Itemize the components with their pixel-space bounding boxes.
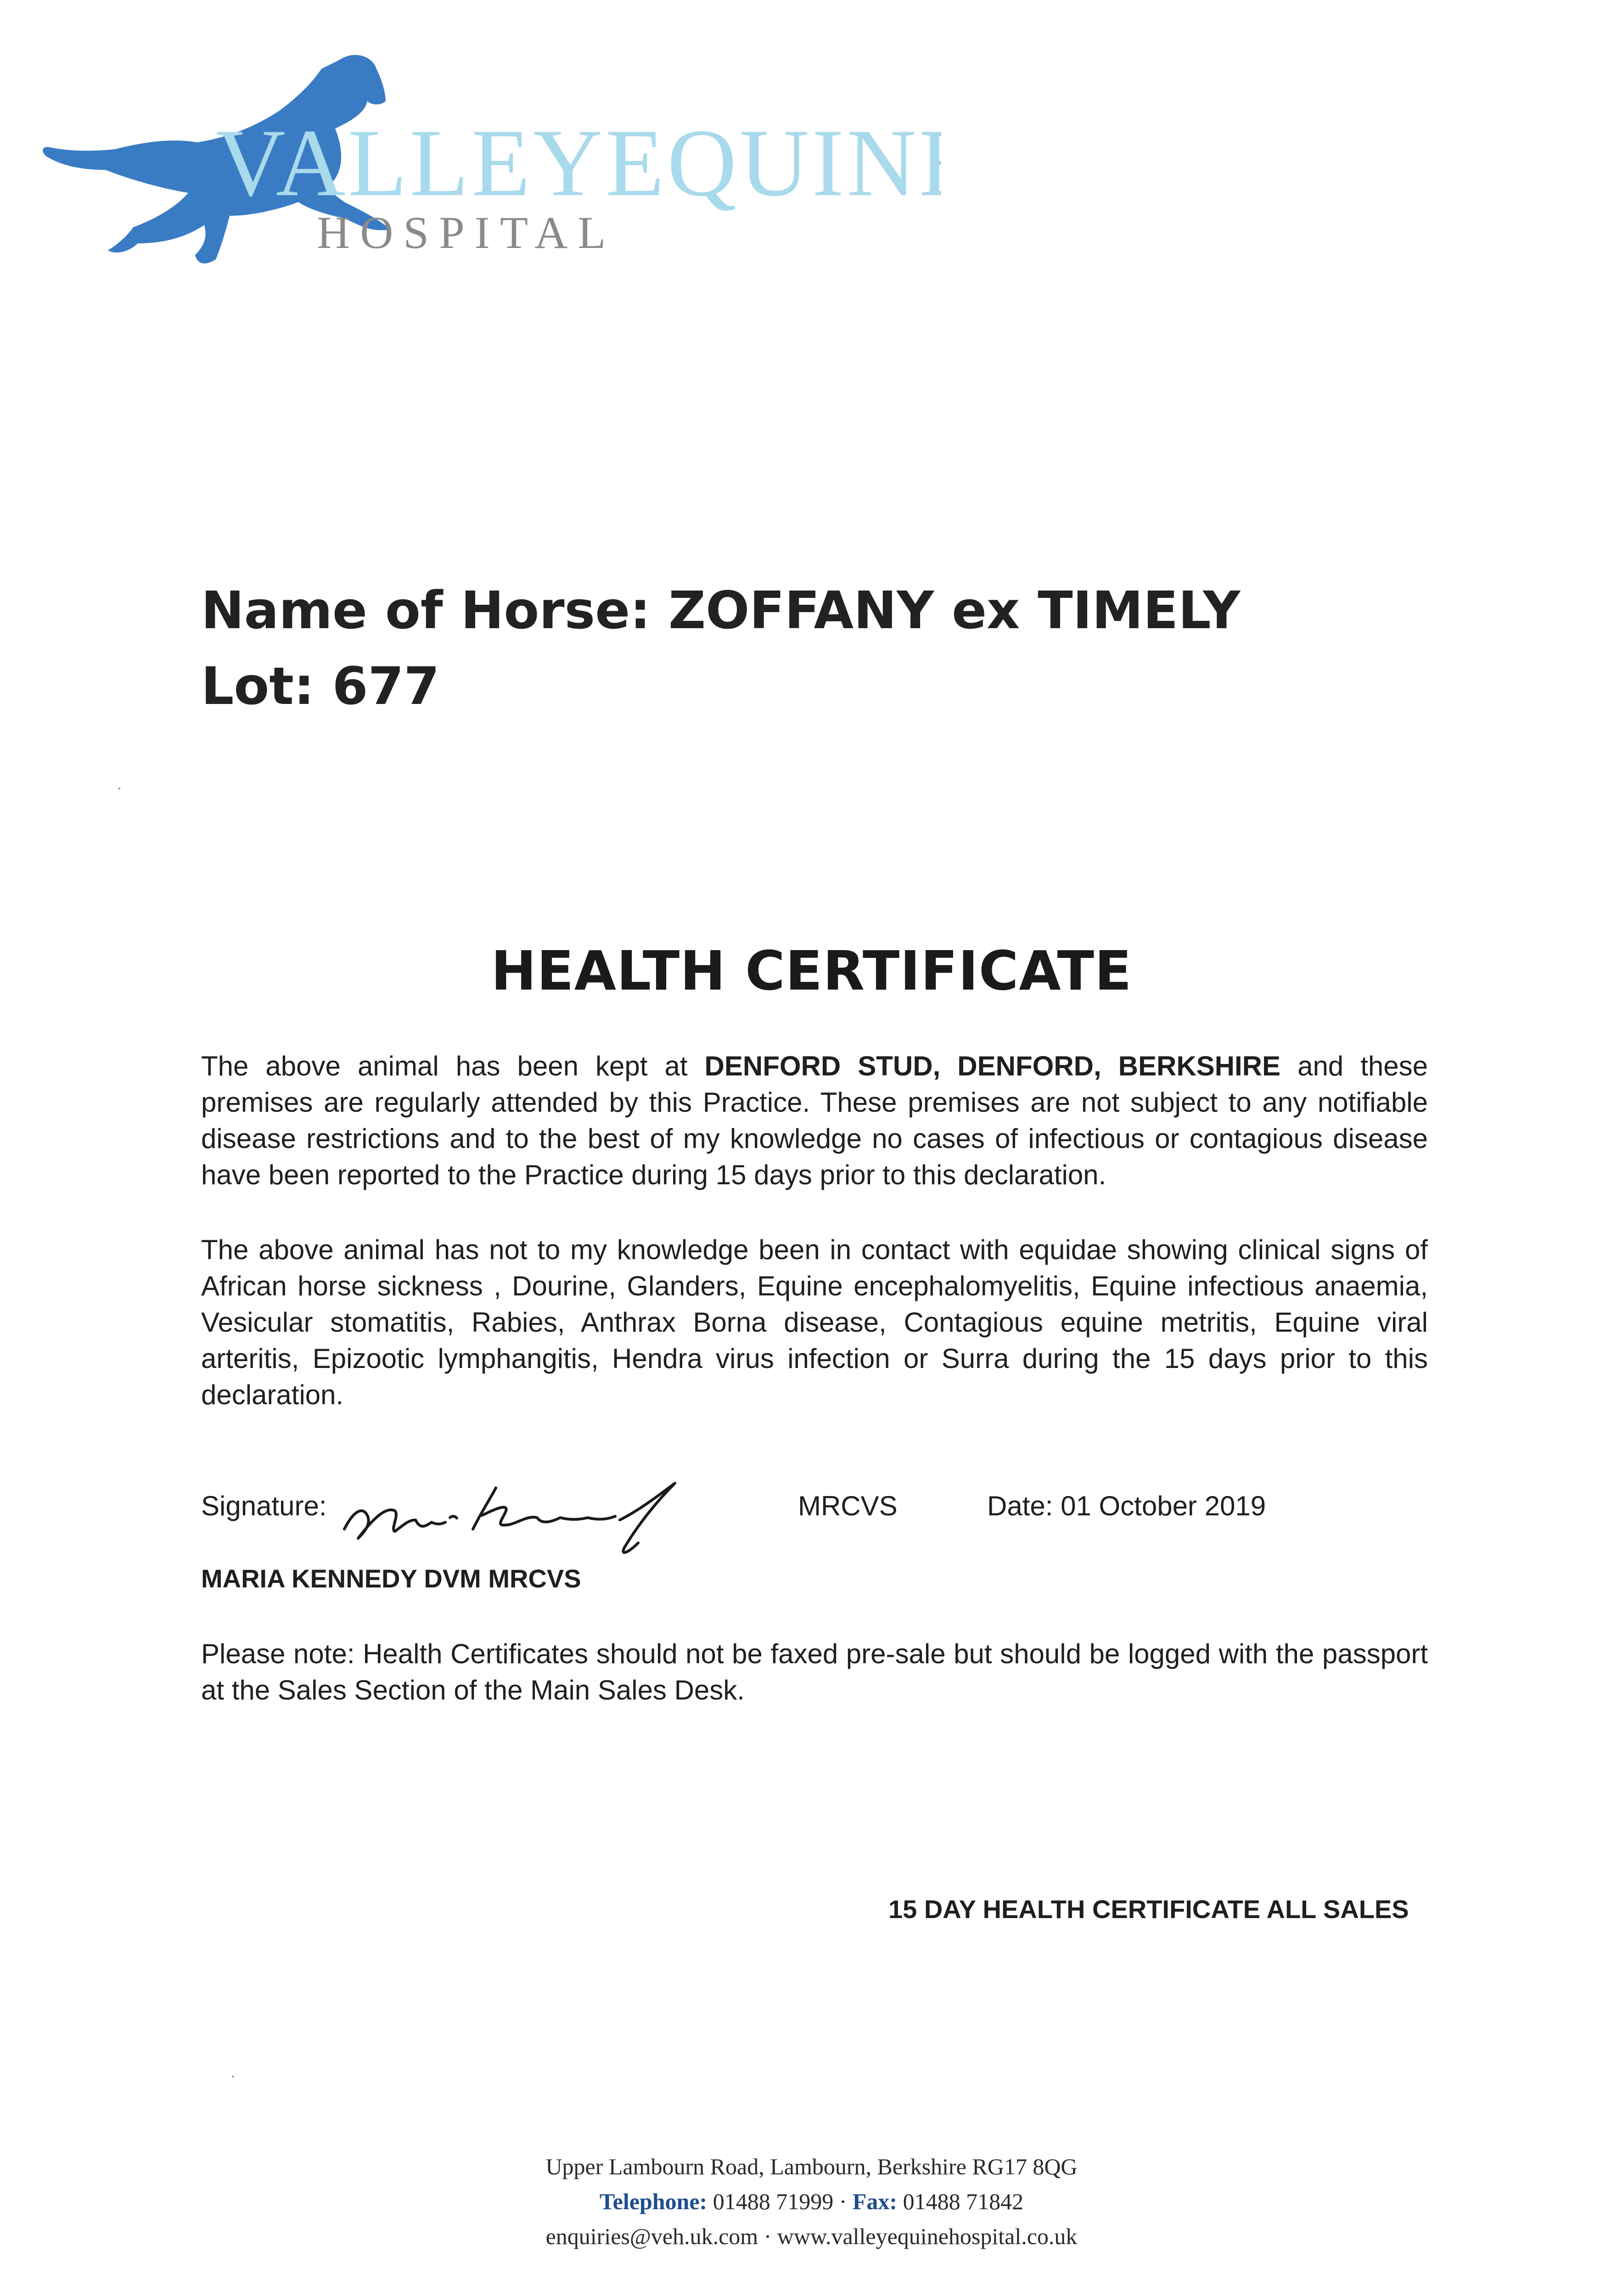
horse-name-label: Name of Horse:: [201, 581, 651, 641]
lot-heading: [201, 657, 439, 716]
website-url: www.valleyequinehospital.co.uk: [777, 2223, 1078, 2249]
separator: ·: [839, 2189, 847, 2214]
logo-wordmark: VALLEYEQUINE: [216, 110, 941, 216]
handwritten-signature: [335, 1460, 748, 1580]
lot-label: Lot:: [201, 657, 314, 716]
please-note-paragraph: Please note: Health Certificates should not be faxed pre-sale but should be logged with the passport at the Sales Section of the Main Sales Desk.: [201, 1638, 1428, 1705]
lot-value: 677: [332, 657, 440, 716]
phone-fax-line: [0, 2184, 1623, 2219]
logo: [23, 51, 941, 280]
address-line: Upper Lambourn Road, Lambourn, Berkshire RG17 8QG: [545, 2154, 1078, 2179]
premises-name: DENFORD STUD, DENFORD, BERKSHIRE: [704, 1051, 1281, 1081]
fax-number: 01488 71842: [903, 2189, 1024, 2214]
horse-name-heading: [201, 581, 1240, 641]
signature-qualification: MRCVS: [798, 1491, 898, 1521]
telephone-number: 01488 71999: [713, 2189, 834, 2214]
vet-name: MARIA KENNEDY DVM MRCVS: [201, 1564, 581, 1593]
premises-text-start: The above animal has been kept at: [201, 1051, 705, 1081]
scan-speck: [118, 788, 120, 789]
premises-text-end: and these premises are regularly attended by this Practice. These premises are not subject to any notifiable disease restrictions and to the best of my knowledge no cases of infectious or contagious disease have been reported to the Practice during 15 days prior to this declaration.: [201, 1051, 1428, 1190]
certificate-title: HEALTH CERTIFICATE: [491, 939, 1132, 1002]
signature-label: Signature:: [201, 1491, 327, 1521]
email-address: enquiries@veh.uk.com: [545, 2223, 758, 2249]
horse-logo-icon: [23, 51, 941, 280]
premises-paragraph: [201, 1048, 1428, 1193]
contact-footer: [0, 2149, 1623, 2254]
certificate-type-label: 15 DAY HEALTH CERTIFICATE ALL SALES: [888, 1895, 1409, 1924]
signature-date: Date: 01 October 2019: [987, 1491, 1266, 1521]
horse-name-value: ZOFFANY ex TIMELY: [668, 581, 1241, 641]
scan-speck: [232, 2076, 234, 2077]
fax-label: Fax:: [852, 2189, 898, 2214]
logo-subtitle: HOSPITAL: [317, 207, 616, 258]
contact-disease-paragraph: The above animal has not to my knowledge been in contact with equidae showing clinical signs of African horse sickness , Dourine, Glanders, Equine encephalomyelitis, Equine infectious anaemia, Vesicular stomatitis, Rabies, Anthrax Borna disease, Contagious equine metritis, Equine viral arteritis, Epizootic lymphangitis, Hendra virus infection or Surra during the 15 days prior to this declaration.: [201, 1234, 1428, 1410]
telephone-label: Telephone:: [599, 2189, 708, 2214]
email-web-line: [0, 2219, 1623, 2254]
separator: ·: [764, 2223, 772, 2249]
